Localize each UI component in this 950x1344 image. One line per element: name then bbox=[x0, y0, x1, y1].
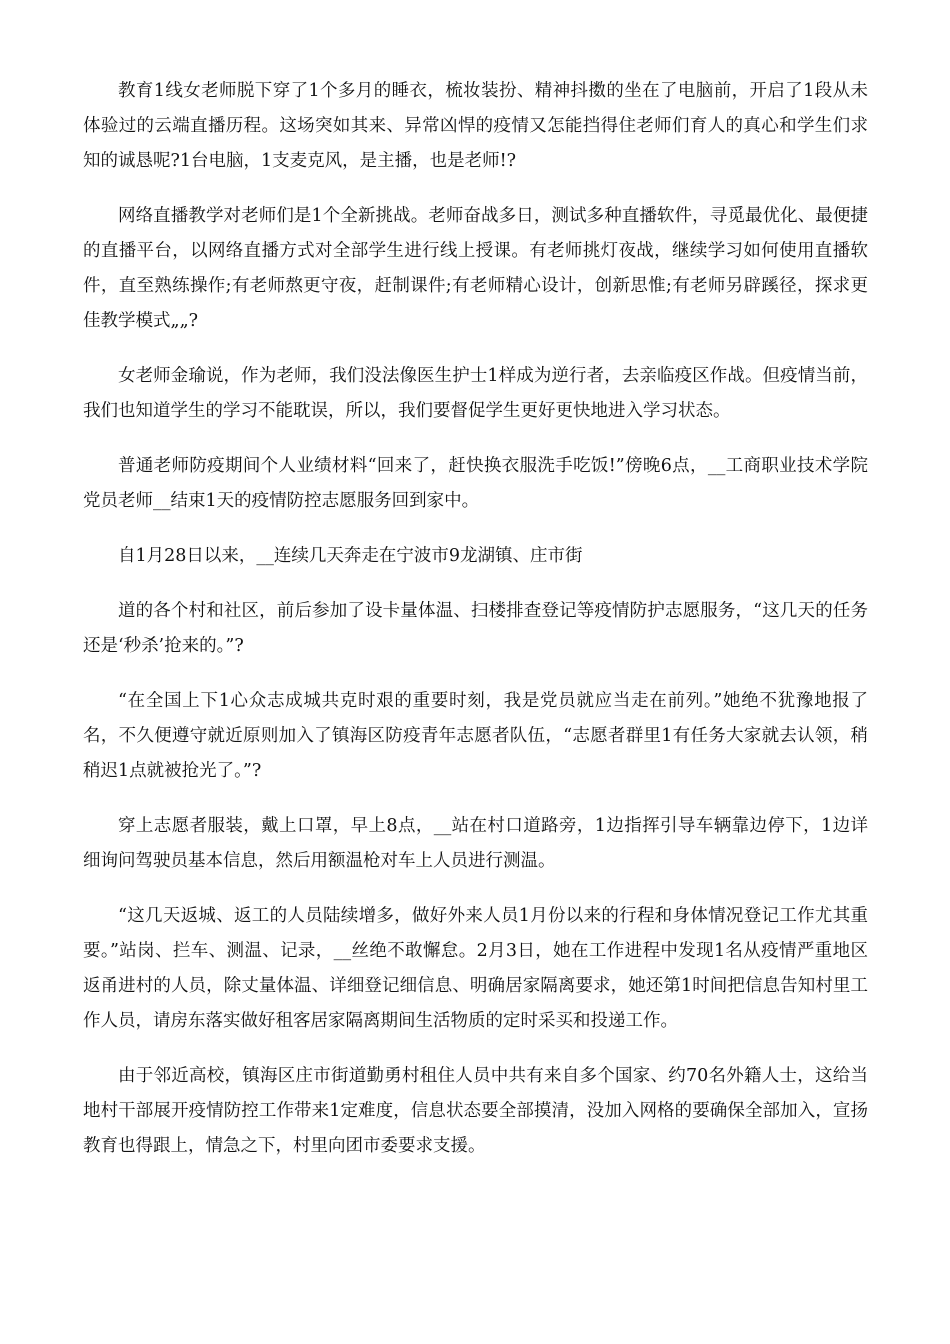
paragraph-online-teaching-intro: 教育1线女老师脱下穿了1个多月的睡衣，梳妆装扮、精神抖擞的坐在了电脑前，开启了1段从未体验过的云端直播历程。这场突如其来、异常凶悍的疫情又怎能挡得住老师们育人的真心和学生们求知的诚恳呢?1台电脑，1支麦克风，是主播，也是老师!? bbox=[83, 81, 868, 171]
paragraph-returning-workers: “这几天返城、返工的人员陆续增多，做好外来人员1月份以来的行程和身体情况登记工作尤其重要。”站岗、拦车、测温、记录，__丝绝不敢懈怠。2月3日，她在工作进程中发现1名从疫情严重地区返甬进村的人员，除丈量体温、详细登记细信息、明确居家隔离要求，她还第1时间把信息告知村里工作人员，请房东落实做好租客居家隔离期间生活物质的定时采买和投递工作。 bbox=[83, 906, 868, 1031]
paragraph-teacher-quote: 女老师金瑜说，作为老师，我们没法像医生护士1样成为逆行者，去亲临疫区作战。但疫情当前，我们也知道学生的学习不能耽误，所以，我们要督促学生更好更快地进入学习状态。 bbox=[83, 366, 868, 421]
document-body bbox=[83, 74, 868, 1184]
paragraph-checkpoint-duty: 穿上志愿者服装，戴上口罩，早上8点，__站在村口道路旁，1边指挥引导车辆靠边停下，1边详细询问驾驶员基本信息，然后用额温枪对车上人员进行测温。 bbox=[83, 816, 868, 871]
paragraph-volunteer-tasks: 道的各个村和社区，前后参加了设卡量体温、扫楼排查登记等疫情防护志愿服务，“这几天的任务还是‘秒杀’抢来的。”? bbox=[83, 601, 868, 656]
paragraph-live-teaching-challenge: 网络直播教学对老师们是1个全新挑战。老师奋战多日，测试多种直播软件，寻觅最优化、最便捷的直播平台，以网络直播方式对全部学生进行线上授课。有老师挑灯夜战，继续学习如何使用直播软件，直至熟练操作;有老师熬更守夜，赶制课件;有老师精心设计，创新思惟;有老师另辟蹊径，探求更佳教学模式„„? bbox=[83, 206, 868, 331]
paragraph-since-jan-28: 自1月28日以来，__连续几天奔走在宁波市9龙湖镇、庄市街 bbox=[118, 546, 583, 566]
paragraph-foreign-residents: 由于邻近高校，镇海区庄市街道勤勇村租住人员中共有来自多个国家、约70名外籍人士，这给当地村干部展开疫情防控工作带来1定难度，信息状态要全部摸清，没加入网格的要确保全部加入，宣扬教育也得跟上，情急之下，村里向团市委要求支援。 bbox=[83, 1066, 868, 1156]
paragraph-volunteer-return-home: 普通老师防疫期间个人业绩材料“回来了，赶快换衣服洗手吃饭!”傍晚6点，__工商职业技术学院党员老师__结束1天的疫情防控志愿服务回到家中。 bbox=[83, 456, 868, 511]
paragraph-party-member-quote: “在全国上下1心众志成城共克时艰的重要时刻，我是党员就应当走在前列。”她绝不犹豫地报了名，不久便遵守就近原则加入了镇海区防疫青年志愿者队伍，“志愿者群里1有任务大家就去认领，稍稍迟1点就被抢光了。”? bbox=[83, 691, 868, 781]
